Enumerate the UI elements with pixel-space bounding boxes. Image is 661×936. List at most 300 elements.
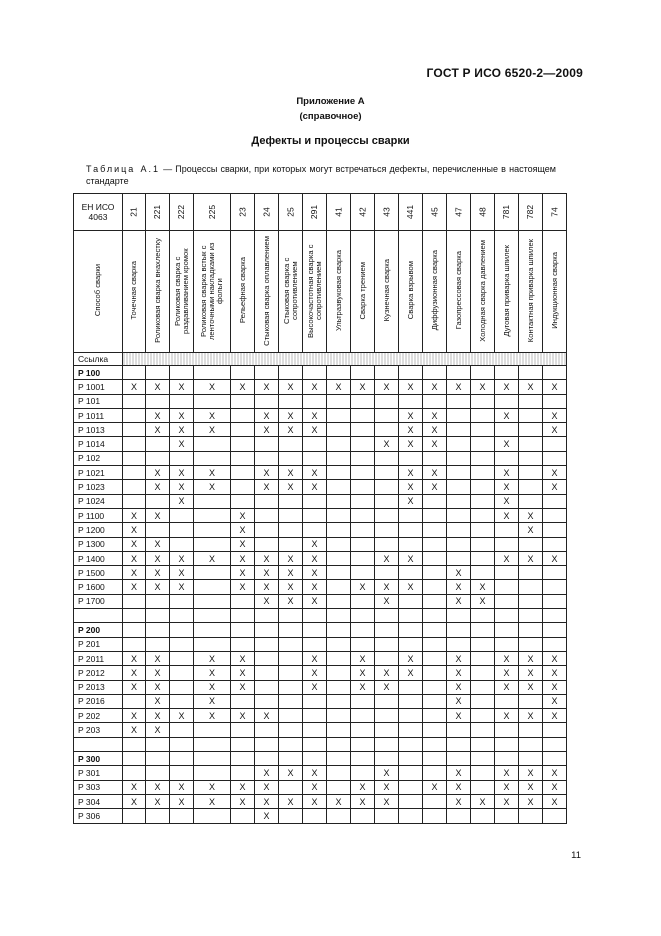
applicability-cell bbox=[303, 508, 327, 522]
applicability-cell bbox=[447, 623, 471, 637]
applicability-cell bbox=[303, 494, 327, 508]
applicability-cell bbox=[327, 466, 351, 480]
applicability-cell: X bbox=[303, 780, 327, 794]
applicability-cell: X bbox=[146, 651, 170, 665]
applicability-cell bbox=[423, 537, 447, 551]
defects-process-table bbox=[73, 193, 567, 824]
applicability-cell bbox=[327, 494, 351, 508]
applicability-cell: X bbox=[351, 794, 375, 808]
applicability-cell bbox=[447, 737, 471, 751]
table-row bbox=[74, 366, 567, 380]
applicability-cell bbox=[519, 451, 543, 465]
applicability-cell bbox=[170, 680, 194, 694]
applicability-cell: X bbox=[447, 709, 471, 723]
applicability-cell: X bbox=[375, 680, 399, 694]
applicability-cell bbox=[351, 423, 375, 437]
applicability-cell bbox=[495, 580, 519, 594]
applicability-cell: X bbox=[279, 380, 303, 394]
applicability-cell: X bbox=[519, 780, 543, 794]
applicability-cell bbox=[231, 737, 255, 751]
process-code-header bbox=[495, 194, 519, 231]
applicability-cell bbox=[519, 423, 543, 437]
table-row bbox=[74, 651, 567, 665]
applicability-cell: X bbox=[123, 780, 146, 794]
applicability-cell bbox=[447, 366, 471, 380]
applicability-cell bbox=[351, 709, 375, 723]
table-row bbox=[74, 709, 567, 723]
process-code-header bbox=[146, 194, 170, 231]
applicability-cell bbox=[519, 609, 543, 623]
applicability-cell bbox=[303, 609, 327, 623]
applicability-cell: X bbox=[519, 380, 543, 394]
applicability-cell bbox=[255, 680, 279, 694]
applicability-cell: X bbox=[194, 666, 231, 680]
applicability-cell: X bbox=[255, 580, 279, 594]
applicability-cell bbox=[170, 766, 194, 780]
applicability-cell bbox=[279, 394, 303, 408]
applicability-cell bbox=[123, 637, 146, 651]
applicability-cell bbox=[146, 437, 170, 451]
applicability-cell bbox=[327, 423, 351, 437]
applicability-cell bbox=[170, 809, 194, 823]
applicability-cell: X bbox=[351, 780, 375, 794]
applicability-cell bbox=[123, 451, 146, 465]
applicability-cell bbox=[303, 752, 327, 766]
applicability-cell bbox=[231, 694, 255, 708]
applicability-cell bbox=[194, 723, 231, 737]
applicability-cell bbox=[375, 423, 399, 437]
applicability-cell: X bbox=[170, 423, 194, 437]
applicability-cell bbox=[495, 752, 519, 766]
applicability-cell bbox=[399, 780, 423, 794]
applicability-cell bbox=[423, 809, 447, 823]
applicability-cell: X bbox=[146, 780, 170, 794]
table-row bbox=[74, 623, 567, 637]
applicability-cell: X bbox=[194, 780, 231, 794]
applicability-cell bbox=[351, 623, 375, 637]
applicability-cell bbox=[170, 651, 194, 665]
applicability-cell: X bbox=[123, 566, 146, 580]
annex-subtitle: (справочное) bbox=[299, 111, 362, 122]
applicability-cell bbox=[327, 680, 351, 694]
applicability-cell bbox=[447, 537, 471, 551]
applicability-cell: X bbox=[447, 380, 471, 394]
applicability-cell bbox=[375, 480, 399, 494]
applicability-cell: X bbox=[255, 408, 279, 422]
applicability-cell bbox=[123, 594, 146, 608]
defect-reference: P 1400 bbox=[74, 551, 123, 565]
table-row bbox=[74, 480, 567, 494]
applicability-cell: X bbox=[123, 709, 146, 723]
applicability-cell: X bbox=[423, 466, 447, 480]
applicability-cell bbox=[447, 809, 471, 823]
applicability-cell bbox=[471, 537, 495, 551]
applicability-cell bbox=[447, 466, 471, 480]
applicability-cell bbox=[279, 508, 303, 522]
applicability-cell bbox=[255, 623, 279, 637]
applicability-cell: X bbox=[231, 780, 255, 794]
applicability-cell: X bbox=[194, 380, 231, 394]
applicability-cell bbox=[375, 694, 399, 708]
applicability-cell: X bbox=[495, 666, 519, 680]
applicability-cell bbox=[327, 566, 351, 580]
table-row bbox=[74, 737, 567, 751]
applicability-cell bbox=[327, 537, 351, 551]
applicability-cell bbox=[146, 394, 170, 408]
applicability-cell bbox=[495, 623, 519, 637]
applicability-cell: X bbox=[170, 709, 194, 723]
applicability-cell: X bbox=[255, 766, 279, 780]
applicability-cell bbox=[194, 508, 231, 522]
applicability-cell bbox=[471, 566, 495, 580]
applicability-cell bbox=[543, 594, 567, 608]
applicability-cell bbox=[543, 366, 567, 380]
applicability-cell bbox=[327, 737, 351, 751]
applicability-cell: X bbox=[303, 551, 327, 565]
applicability-cell: X bbox=[231, 551, 255, 565]
applicability-cell bbox=[231, 437, 255, 451]
table-row bbox=[74, 680, 567, 694]
applicability-cell: X bbox=[447, 666, 471, 680]
applicability-cell: X bbox=[519, 794, 543, 808]
applicability-cell bbox=[519, 394, 543, 408]
process-code-header bbox=[327, 194, 351, 231]
applicability-cell: X bbox=[423, 423, 447, 437]
applicability-cell bbox=[471, 366, 495, 380]
applicability-cell bbox=[399, 537, 423, 551]
applicability-cell bbox=[399, 451, 423, 465]
applicability-cell bbox=[471, 408, 495, 422]
applicability-cell bbox=[423, 723, 447, 737]
applicability-cell: X bbox=[351, 666, 375, 680]
applicability-cell bbox=[279, 723, 303, 737]
applicability-cell bbox=[170, 523, 194, 537]
standard-corner-cell: ЕН ИСО 4063 bbox=[74, 194, 123, 231]
process-name: Сварка трением bbox=[357, 261, 367, 320]
process-code: 291 bbox=[309, 204, 320, 220]
applicability-cell bbox=[327, 766, 351, 780]
applicability-cell bbox=[123, 366, 146, 380]
process-code: 48 bbox=[477, 207, 488, 217]
applicability-cell: X bbox=[231, 651, 255, 665]
applicability-cell bbox=[375, 723, 399, 737]
table-row bbox=[74, 580, 567, 594]
applicability-cell bbox=[495, 523, 519, 537]
applicability-cell bbox=[255, 366, 279, 380]
applicability-cell bbox=[255, 651, 279, 665]
applicability-cell bbox=[375, 809, 399, 823]
applicability-cell bbox=[255, 723, 279, 737]
applicability-cell: X bbox=[170, 551, 194, 565]
process-code-header bbox=[519, 194, 543, 231]
table-row bbox=[74, 508, 567, 522]
applicability-cell: X bbox=[255, 594, 279, 608]
process-name-header bbox=[351, 231, 375, 353]
applicability-cell bbox=[123, 437, 146, 451]
applicability-cell bbox=[495, 566, 519, 580]
process-name: Высокочастотная сварка с сопротивлением bbox=[305, 243, 323, 338]
applicability-cell bbox=[471, 737, 495, 751]
applicability-cell bbox=[279, 709, 303, 723]
applicability-cell: X bbox=[279, 594, 303, 608]
applicability-cell bbox=[543, 394, 567, 408]
process-name: Роликовая сварка встык с ленточными накладками из фольги bbox=[199, 241, 224, 340]
applicability-cell bbox=[423, 394, 447, 408]
applicability-cell: X bbox=[303, 594, 327, 608]
applicability-cell: X bbox=[351, 680, 375, 694]
applicability-cell bbox=[471, 551, 495, 565]
applicability-cell: X bbox=[146, 508, 170, 522]
applicability-cell: X bbox=[123, 551, 146, 565]
applicability-cell: X bbox=[194, 694, 231, 708]
applicability-cell: X bbox=[399, 380, 423, 394]
defect-reference: P 203 bbox=[74, 723, 123, 737]
defect-reference: P 301 bbox=[74, 766, 123, 780]
applicability-cell bbox=[351, 766, 375, 780]
applicability-cell bbox=[471, 437, 495, 451]
applicability-cell bbox=[351, 537, 375, 551]
applicability-cell bbox=[303, 366, 327, 380]
applicability-cell bbox=[279, 680, 303, 694]
applicability-cell bbox=[399, 680, 423, 694]
applicability-cell bbox=[495, 694, 519, 708]
applicability-cell bbox=[231, 480, 255, 494]
applicability-cell bbox=[519, 694, 543, 708]
applicability-cell bbox=[327, 523, 351, 537]
applicability-cell bbox=[519, 437, 543, 451]
applicability-cell bbox=[447, 437, 471, 451]
applicability-cell: X bbox=[303, 466, 327, 480]
table-row bbox=[74, 494, 567, 508]
applicability-cell bbox=[146, 494, 170, 508]
applicability-cell bbox=[423, 752, 447, 766]
table-row bbox=[74, 780, 567, 794]
applicability-cell bbox=[399, 594, 423, 608]
applicability-cell: X bbox=[375, 766, 399, 780]
applicability-cell: X bbox=[375, 594, 399, 608]
defect-reference: P 1300 bbox=[74, 537, 123, 551]
defect-reference: P 1600 bbox=[74, 580, 123, 594]
applicability-cell: X bbox=[231, 580, 255, 594]
process-code: 222 bbox=[176, 204, 187, 220]
applicability-cell: X bbox=[423, 437, 447, 451]
applicability-cell: X bbox=[375, 794, 399, 808]
applicability-cell bbox=[279, 666, 303, 680]
applicability-cell: X bbox=[519, 709, 543, 723]
process-code-header bbox=[423, 194, 447, 231]
process-name: Ультразвуковая сварка bbox=[333, 249, 343, 332]
applicability-cell: X bbox=[255, 380, 279, 394]
applicability-cell: X bbox=[543, 666, 567, 680]
applicability-cell bbox=[495, 594, 519, 608]
applicability-cell: X bbox=[170, 408, 194, 422]
process-code: 74 bbox=[549, 207, 560, 217]
applicability-cell bbox=[279, 451, 303, 465]
applicability-cell bbox=[194, 766, 231, 780]
applicability-cell bbox=[351, 694, 375, 708]
applicability-cell: X bbox=[423, 408, 447, 422]
applicability-cell bbox=[351, 480, 375, 494]
applicability-cell: X bbox=[447, 766, 471, 780]
process-name: Дуговая приварка шпилек bbox=[501, 244, 511, 337]
applicability-cell: X bbox=[170, 480, 194, 494]
applicability-cell bbox=[123, 694, 146, 708]
applicability-cell bbox=[519, 408, 543, 422]
applicability-cell: X bbox=[543, 408, 567, 422]
table-row bbox=[74, 423, 567, 437]
applicability-cell: X bbox=[495, 794, 519, 808]
applicability-cell bbox=[255, 694, 279, 708]
applicability-cell: X bbox=[495, 466, 519, 480]
applicability-cell bbox=[471, 623, 495, 637]
applicability-cell: X bbox=[255, 809, 279, 823]
applicability-cell: X bbox=[399, 666, 423, 680]
applicability-cell: X bbox=[399, 480, 423, 494]
applicability-cell bbox=[471, 494, 495, 508]
defect-reference: P 1700 bbox=[74, 594, 123, 608]
applicability-cell bbox=[519, 809, 543, 823]
applicability-cell bbox=[279, 623, 303, 637]
applicability-cell bbox=[123, 494, 146, 508]
applicability-cell bbox=[123, 466, 146, 480]
applicability-cell bbox=[170, 752, 194, 766]
applicability-cell bbox=[303, 709, 327, 723]
applicability-cell bbox=[231, 723, 255, 737]
applicability-cell: X bbox=[423, 380, 447, 394]
process-code: 441 bbox=[405, 204, 416, 220]
process-name: Кузнечная сварка bbox=[381, 259, 391, 322]
applicability-cell bbox=[123, 766, 146, 780]
applicability-cell bbox=[170, 451, 194, 465]
applicability-cell: X bbox=[447, 694, 471, 708]
applicability-cell: X bbox=[399, 580, 423, 594]
table-row bbox=[74, 437, 567, 451]
process-code: 782 bbox=[525, 204, 536, 220]
table-row bbox=[74, 380, 567, 394]
process-code-header bbox=[123, 194, 146, 231]
applicability-cell bbox=[399, 523, 423, 537]
applicability-cell: X bbox=[231, 709, 255, 723]
applicability-cell bbox=[123, 408, 146, 422]
table-row bbox=[74, 809, 567, 823]
process-code-header bbox=[471, 194, 495, 231]
applicability-cell: X bbox=[399, 408, 423, 422]
applicability-cell bbox=[423, 737, 447, 751]
applicability-cell bbox=[543, 566, 567, 580]
applicability-cell bbox=[399, 766, 423, 780]
applicability-cell bbox=[375, 623, 399, 637]
defect-reference: P 200 bbox=[74, 623, 123, 637]
applicability-cell: X bbox=[194, 466, 231, 480]
applicability-cell: X bbox=[423, 480, 447, 494]
page-number: 11 bbox=[571, 850, 581, 861]
applicability-cell bbox=[170, 537, 194, 551]
applicability-cell: X bbox=[194, 651, 231, 665]
applicability-cell: X bbox=[399, 423, 423, 437]
applicability-cell bbox=[447, 551, 471, 565]
applicability-cell: X bbox=[519, 523, 543, 537]
applicability-cell bbox=[423, 637, 447, 651]
applicability-cell bbox=[170, 637, 194, 651]
applicability-cell bbox=[231, 366, 255, 380]
applicability-cell bbox=[123, 809, 146, 823]
applicability-cell bbox=[255, 494, 279, 508]
applicability-cell bbox=[146, 609, 170, 623]
applicability-cell bbox=[170, 594, 194, 608]
process-name-header bbox=[303, 231, 327, 353]
applicability-cell bbox=[351, 508, 375, 522]
applicability-cell: X bbox=[543, 680, 567, 694]
applicability-cell bbox=[231, 752, 255, 766]
applicability-cell: X bbox=[303, 408, 327, 422]
applicability-cell bbox=[170, 609, 194, 623]
applicability-cell bbox=[447, 609, 471, 623]
applicability-cell bbox=[327, 809, 351, 823]
applicability-cell bbox=[519, 637, 543, 651]
applicability-cell bbox=[495, 637, 519, 651]
applicability-cell bbox=[447, 394, 471, 408]
applicability-cell bbox=[495, 609, 519, 623]
applicability-cell: X bbox=[146, 380, 170, 394]
defect-reference: P 101 bbox=[74, 394, 123, 408]
process-name-header bbox=[375, 231, 399, 353]
applicability-cell: X bbox=[375, 580, 399, 594]
applicability-cell: X bbox=[146, 537, 170, 551]
applicability-cell: X bbox=[194, 408, 231, 422]
process-name-header bbox=[194, 231, 231, 353]
applicability-cell bbox=[327, 580, 351, 594]
applicability-cell bbox=[399, 723, 423, 737]
process-name: Сварка взрывом bbox=[405, 261, 415, 320]
applicability-cell bbox=[279, 609, 303, 623]
applicability-cell: X bbox=[495, 437, 519, 451]
defect-reference: P 2012 bbox=[74, 666, 123, 680]
applicability-cell: X bbox=[146, 709, 170, 723]
applicability-cell bbox=[170, 394, 194, 408]
applicability-cell bbox=[279, 694, 303, 708]
applicability-cell bbox=[279, 437, 303, 451]
applicability-cell: X bbox=[543, 551, 567, 565]
applicability-cell bbox=[255, 666, 279, 680]
process-name-header bbox=[279, 231, 303, 353]
applicability-cell: X bbox=[170, 580, 194, 594]
applicability-cell bbox=[231, 451, 255, 465]
applicability-cell bbox=[375, 537, 399, 551]
applicability-cell bbox=[194, 394, 231, 408]
process-code-header bbox=[231, 194, 255, 231]
defect-reference: P 1021 bbox=[74, 466, 123, 480]
applicability-cell: X bbox=[303, 680, 327, 694]
applicability-cell: X bbox=[255, 709, 279, 723]
applicability-cell bbox=[303, 451, 327, 465]
applicability-cell: X bbox=[146, 723, 170, 737]
applicability-cell bbox=[543, 451, 567, 465]
defect-reference: P 1200 bbox=[74, 523, 123, 537]
applicability-cell: X bbox=[279, 551, 303, 565]
defect-reference: P 1014 bbox=[74, 437, 123, 451]
applicability-cell: X bbox=[255, 780, 279, 794]
applicability-cell: X bbox=[146, 694, 170, 708]
applicability-cell bbox=[543, 609, 567, 623]
applicability-cell bbox=[123, 737, 146, 751]
applicability-cell: X bbox=[170, 437, 194, 451]
applicability-cell bbox=[471, 609, 495, 623]
applicability-cell: X bbox=[495, 651, 519, 665]
applicability-cell bbox=[543, 637, 567, 651]
applicability-cell: X bbox=[146, 466, 170, 480]
applicability-cell bbox=[351, 408, 375, 422]
table-row bbox=[74, 752, 567, 766]
